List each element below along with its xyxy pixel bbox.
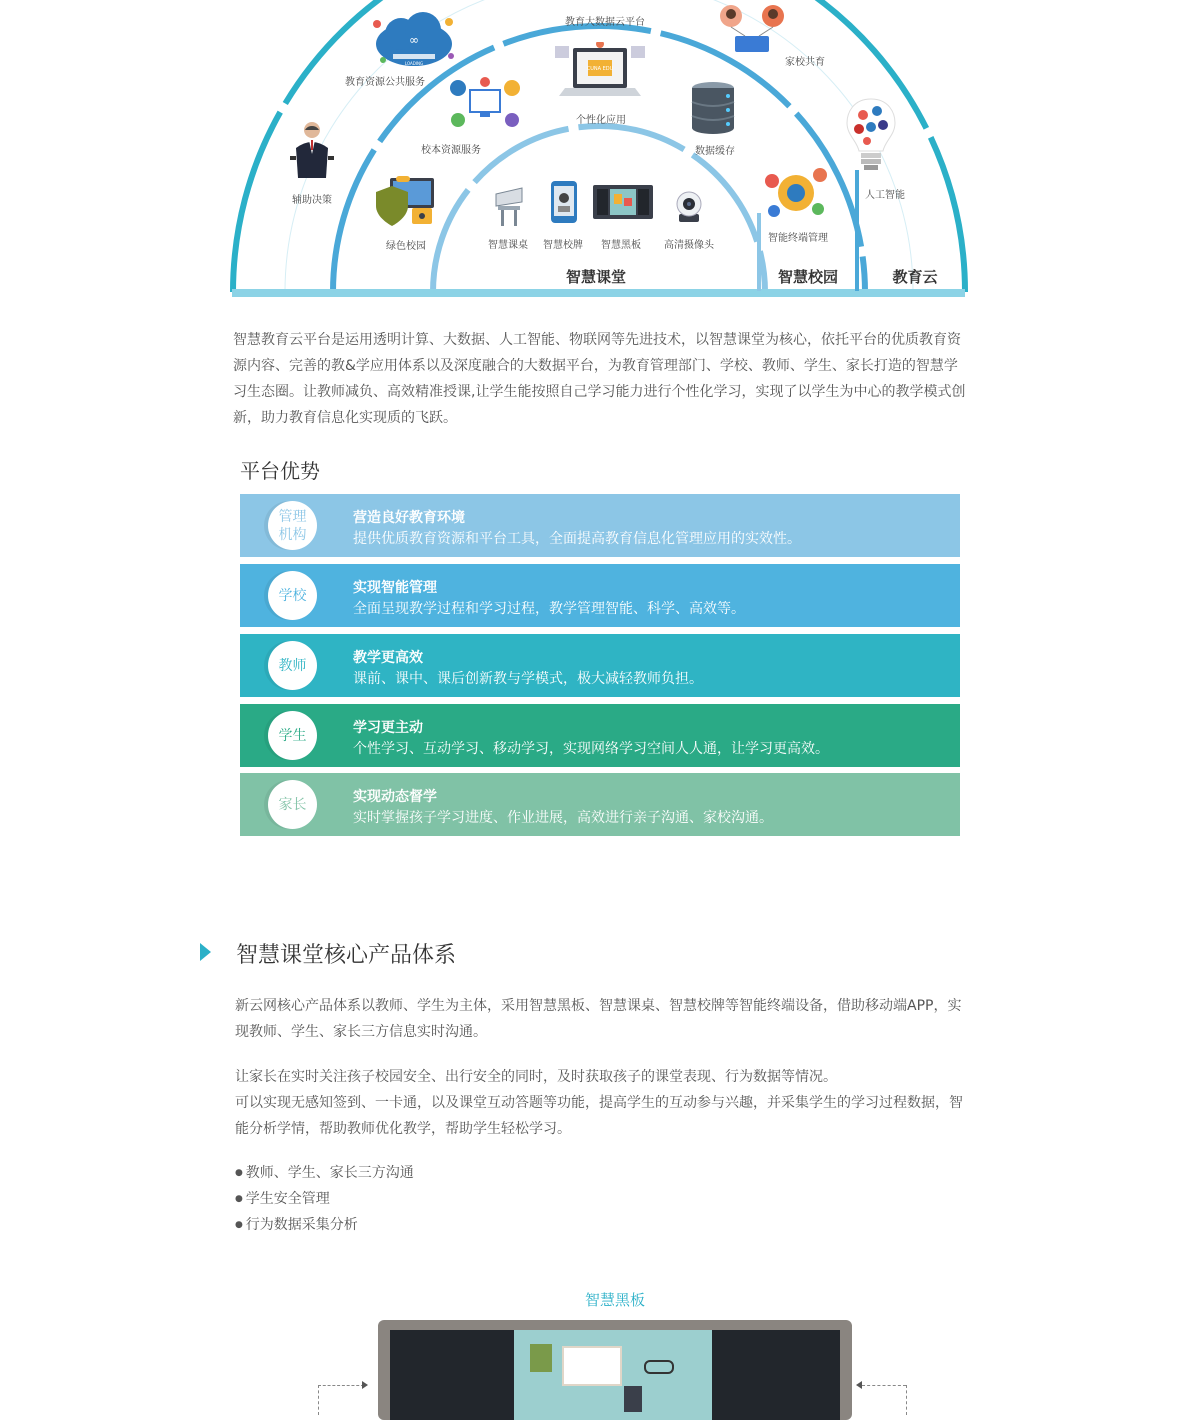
board-left-panel: [390, 1330, 514, 1420]
zone-label-classroom: 智慧课堂: [565, 268, 627, 286]
shield-lock-icon: [370, 174, 440, 234]
advantage-band-teacher: [240, 634, 960, 697]
calculator-icon: [624, 1386, 642, 1412]
smart-board-image: [378, 1320, 852, 1420]
diagram-label: 智能终端管理: [768, 233, 828, 244]
advantage-tag: 教师: [268, 641, 317, 690]
laptop-icon: [555, 42, 645, 110]
diagram-label: 家校共育: [785, 57, 825, 68]
dashed-arrow-right-vertical: [906, 1385, 907, 1415]
diagram-label: 绿色校园: [386, 241, 426, 252]
diagram-label: 个性化应用: [576, 115, 626, 126]
speaker-icon: [282, 118, 342, 186]
advantage-heading: 营造良好教育环境: [353, 510, 465, 526]
advantage-desc: 提供优质教育资源和平台工具，全面提高教育信息化管理应用的实效性。: [353, 531, 801, 547]
zone-label-cloud: 教育云: [892, 268, 938, 286]
advantage-desc: 全面呈现教学过程和学习过程，教学管理智能、科学、高效等。: [353, 601, 745, 617]
diagram-label: 辅助决策: [292, 195, 332, 206]
advantage-band-student: [240, 704, 960, 767]
zone-label-campus: 智慧校园: [777, 268, 839, 286]
school-resource-icon: [448, 76, 522, 136]
core-paragraph-1: 新云网核心产品体系以教师、学生为主体，采用智慧黑板、智慧课桌、智慧校牌等智能终端设备，借助移动端APP，实现教师、学生、家长三方信息实时沟通。: [235, 998, 962, 1040]
advantage-desc: 个性学习、互动学习、移动学习，实现网络学习空间人人通，让学习更高效。: [353, 741, 829, 757]
triangle-marker-icon: [200, 943, 211, 961]
advantage-heading: 实现智能管理: [353, 580, 437, 596]
advantage-tag: 学校: [268, 571, 317, 620]
dashed-arrow-left-vertical: [318, 1385, 319, 1415]
smart-board-icon: [592, 184, 654, 228]
list-item: ● 教师、学生、家长三方沟通: [235, 1161, 414, 1187]
dashed-arrow-left: [318, 1385, 364, 1386]
board-right-panel: [712, 1330, 840, 1420]
diagram-label: 高清摄像头: [664, 240, 714, 251]
diagram-label: 教育大数据云平台: [565, 17, 645, 28]
advantage-heading: 教学更高效: [353, 650, 423, 666]
terminal-management-icon: [764, 165, 828, 223]
advantage-tag: 家长: [268, 780, 317, 829]
glasses-icon: [644, 1360, 674, 1374]
camera-icon: [671, 190, 707, 228]
advantage-tag: 学生: [268, 711, 317, 760]
advantage-desc: 课前、课中、课后创新教与学模式，极大减轻教师负担。: [353, 671, 703, 687]
database-icon: [690, 80, 736, 140]
diagram-label: 智慧课桌: [488, 240, 528, 251]
diagram-label: 智慧黑板: [601, 240, 641, 251]
board-caption: 智慧黑板: [584, 1291, 645, 1309]
feature-list: [235, 1161, 414, 1239]
arrow-head-left-icon: [856, 1381, 862, 1389]
core-products-title: 智慧课堂核心产品体系: [236, 943, 457, 968]
advantage-tag: 管理机构: [268, 501, 317, 550]
core-paragraph-2-line-2: 可以实现无感知签到、一卡通，以及课堂互动答题等功能，提高学生的互动参与兴趣，并采集学生的学习过程数据，智能分析学情，帮助教师优化教学，帮助学生轻松学习。: [235, 1095, 963, 1137]
diagram-label: 教育资源公共服务: [345, 77, 425, 88]
diagram-label: 人工智能: [865, 190, 905, 201]
lightbulb-icon: [843, 95, 899, 181]
list-item: ● 学生安全管理: [235, 1187, 414, 1213]
svg-text:LOADING: LOADING: [404, 61, 424, 66]
diagram-label: 校本资源服务: [421, 145, 481, 156]
people-network-icon: [717, 2, 787, 62]
core-paragraph-2-line-1: 让家长在实时关注孩子校园安全、出行安全的同时，及时获取孩子的课堂表现、行为数据等情况。: [235, 1069, 837, 1085]
list-item: ● 行为数据采集分析: [235, 1213, 414, 1239]
advantages-title: 平台优势: [240, 459, 320, 483]
advantage-heading: 学习更主动: [353, 720, 423, 736]
zone-divider: [757, 213, 761, 291]
advantage-heading: 实现动态督学: [353, 789, 437, 805]
smart-desk-icon: [492, 184, 526, 232]
diagram-label: 智慧校牌: [543, 240, 583, 251]
smart-badge-icon: [550, 180, 578, 228]
arrow-head-right-icon: [362, 1381, 368, 1389]
svg-text:∞: ∞: [409, 33, 419, 47]
zone-divider: [855, 170, 859, 291]
svg-text:CUNA EDU: CUNA EDU: [586, 66, 614, 72]
diagram-label: 数据缓存: [695, 146, 735, 157]
board-screen: [514, 1330, 712, 1420]
book-icon: [530, 1344, 552, 1372]
advantage-band-school: [240, 564, 960, 627]
intro-paragraph: 智慧教育云平台是运用透明计算、大数据、人工智能、物联网等先进技术，以智慧课堂为核心，依托平台的优质教育资源内容、完善的教&学应用体系以及深度融合的大数据平台，为教育管理部门、学校、教师、学生、家长打造的智慧学习生态圈。让教师减负、高效精准授课,让学生能按照自己学习能力进行个性化学习，实现了以学生为中心的教学模式创新，助力教育信息化实现质的飞跃。: [233, 332, 966, 426]
advantage-desc: 实时掌握孩子学习进度、作业进展，高效进行亲子沟通、家校沟通。: [353, 810, 773, 826]
dashed-arrow-right: [862, 1385, 906, 1386]
cloud-icon: [371, 10, 457, 74]
notebook-icon: [562, 1346, 622, 1386]
advantage-band-parent: [240, 773, 960, 836]
advantage-band-admin: [240, 494, 960, 557]
core-paragraph-2: [235, 1064, 970, 1142]
